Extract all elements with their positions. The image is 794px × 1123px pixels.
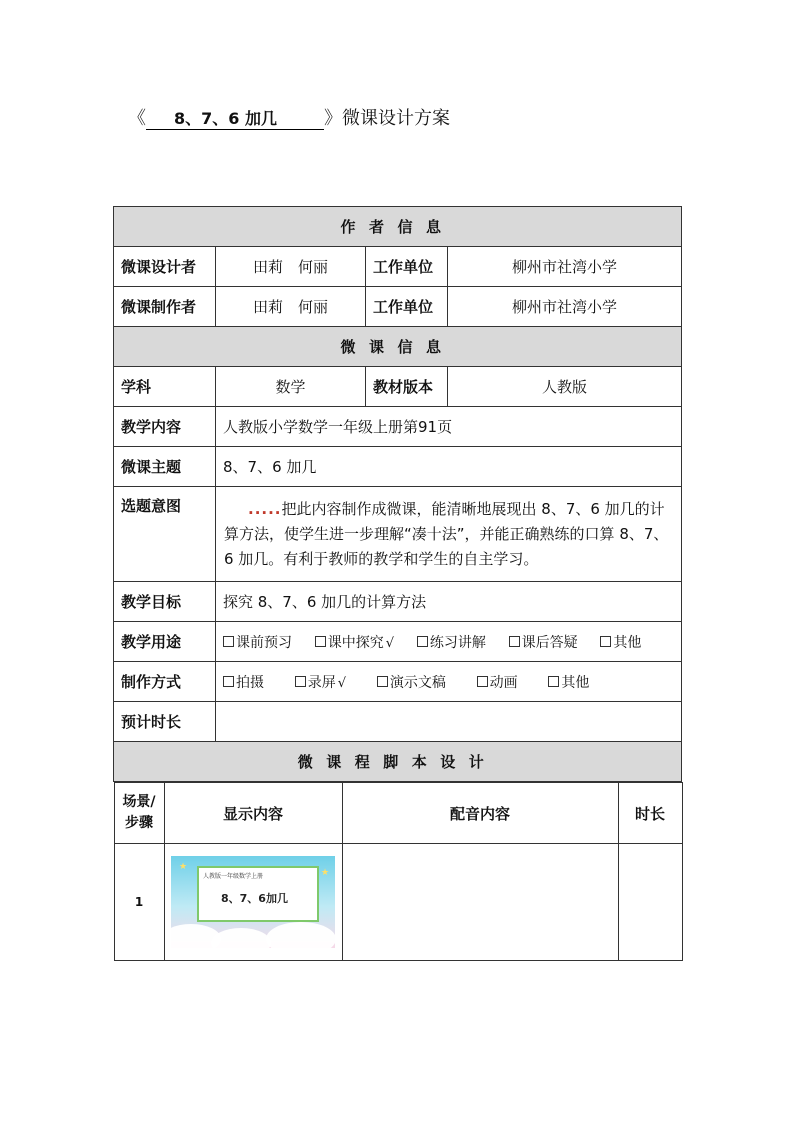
producer-label: 微课制作者 — [114, 287, 216, 327]
usage-option-explore[interactable]: 课中探究 √ — [315, 632, 394, 652]
usage-label: 教学用途 — [114, 622, 216, 662]
reason-cell — [216, 487, 682, 582]
script-section-header: 微课程脚本设计 — [114, 742, 682, 782]
usage-option-preview[interactable]: 课前预习 — [223, 632, 292, 652]
producer-unit-label: 工作单位 — [366, 287, 448, 327]
method-option-screen[interactable]: 录屏 √ — [295, 672, 346, 692]
col-voice-header: 配音内容 — [342, 783, 618, 844]
checkbox-icon[interactable] — [223, 676, 234, 687]
reason-dots: ..... — [248, 499, 282, 518]
method-option-shoot[interactable]: 拍摄 — [223, 672, 264, 692]
producer-unit: 柳州市社湾小学 — [448, 287, 682, 327]
checkbox-icon[interactable] — [477, 676, 488, 687]
usage-options — [216, 622, 682, 662]
usage-option-practice[interactable]: 练习讲解 — [417, 632, 486, 652]
content-label: 教学内容 — [114, 407, 216, 447]
usage-option-qa[interactable]: 课后答疑 — [509, 632, 578, 652]
table-row — [114, 844, 682, 961]
theme-label: 微课主题 — [114, 447, 216, 487]
usage-option-other[interactable]: 其他 — [600, 632, 641, 652]
slide-thumbnail — [171, 856, 335, 948]
design-table — [113, 206, 682, 961]
designer-label: 微课设计者 — [114, 247, 216, 287]
goal-label: 教学目标 — [114, 582, 216, 622]
method-option-other[interactable]: 其他 — [548, 672, 589, 692]
checkbox-icon[interactable] — [600, 636, 611, 647]
title-right-quote: 》 — [324, 108, 342, 129]
col-time-header: 时长 — [618, 783, 682, 844]
method-option-slides[interactable]: 演示文稿 — [377, 672, 446, 692]
document-title — [128, 104, 450, 130]
subject-label: 学科 — [114, 367, 216, 407]
star-icon: ★ — [179, 862, 188, 872]
checkbox-icon[interactable] — [295, 676, 306, 687]
star-icon: ★ — [321, 868, 330, 878]
col-display-header: 显示内容 — [164, 783, 342, 844]
slide-cell — [164, 844, 342, 961]
voice-cell — [342, 844, 618, 961]
reason-text: 把此内容制作成微课，能清晰地展现出 8、7、6 加几的计算方法，使学生进一步理解“凑十法”，并能正确熟练的口算 8、7、6 加几。有利于教师的教学和学生的自主学习。 — [224, 499, 669, 568]
theme-value: 8、7、6 加几 — [216, 447, 682, 487]
script-container — [114, 782, 682, 962]
checkbox-icon[interactable] — [223, 636, 234, 647]
slide-subtitle: 人教版一年级数学上册 — [203, 873, 264, 880]
method-options — [216, 662, 682, 702]
checkbox-icon[interactable] — [377, 676, 388, 687]
check-mark-icon: √ — [337, 675, 347, 691]
designer-value: 田莉 何丽 — [216, 247, 366, 287]
cloud-shape — [211, 928, 271, 948]
title-topic: 8、7、6 加几 — [146, 109, 324, 130]
title-suffix: 微课设计方案 — [342, 108, 450, 129]
method-label: 制作方式 — [114, 662, 216, 702]
checkbox-icon[interactable] — [315, 636, 326, 647]
method-option-animation[interactable]: 动画 — [477, 672, 518, 692]
slide-board — [197, 866, 319, 922]
content-value: 人教版小学数学一年级上册第91页 — [216, 407, 682, 447]
edition-value: 人教版 — [448, 367, 682, 407]
edition-label: 教材版本 — [366, 367, 448, 407]
checkbox-icon[interactable] — [548, 676, 559, 687]
time-cell — [618, 844, 682, 961]
checkbox-icon[interactable] — [417, 636, 428, 647]
designer-unit: 柳州市社湾小学 — [448, 247, 682, 287]
designer-unit-label: 工作单位 — [366, 247, 448, 287]
slide-title: 8、7、6加几 — [221, 892, 288, 905]
step-number: 1 — [114, 844, 164, 961]
author-section-header: 作者信息 — [114, 207, 682, 247]
goal-value: 探究 8、7、6 加几的计算方法 — [216, 582, 682, 622]
title-left-quote: 《 — [128, 108, 146, 129]
subject-value: 数学 — [216, 367, 366, 407]
check-mark-icon: √ — [385, 635, 395, 651]
checkbox-icon[interactable] — [509, 636, 520, 647]
duration-value — [216, 702, 682, 742]
producer-value: 田莉 何丽 — [216, 287, 366, 327]
course-section-header: 微课信息 — [114, 327, 682, 367]
cloud-shape — [266, 922, 335, 948]
col-step-header: 场景/步骤 — [114, 783, 164, 844]
reason-label: 选题意图 — [114, 487, 216, 582]
script-table — [114, 782, 683, 961]
duration-label: 预计时长 — [114, 702, 216, 742]
